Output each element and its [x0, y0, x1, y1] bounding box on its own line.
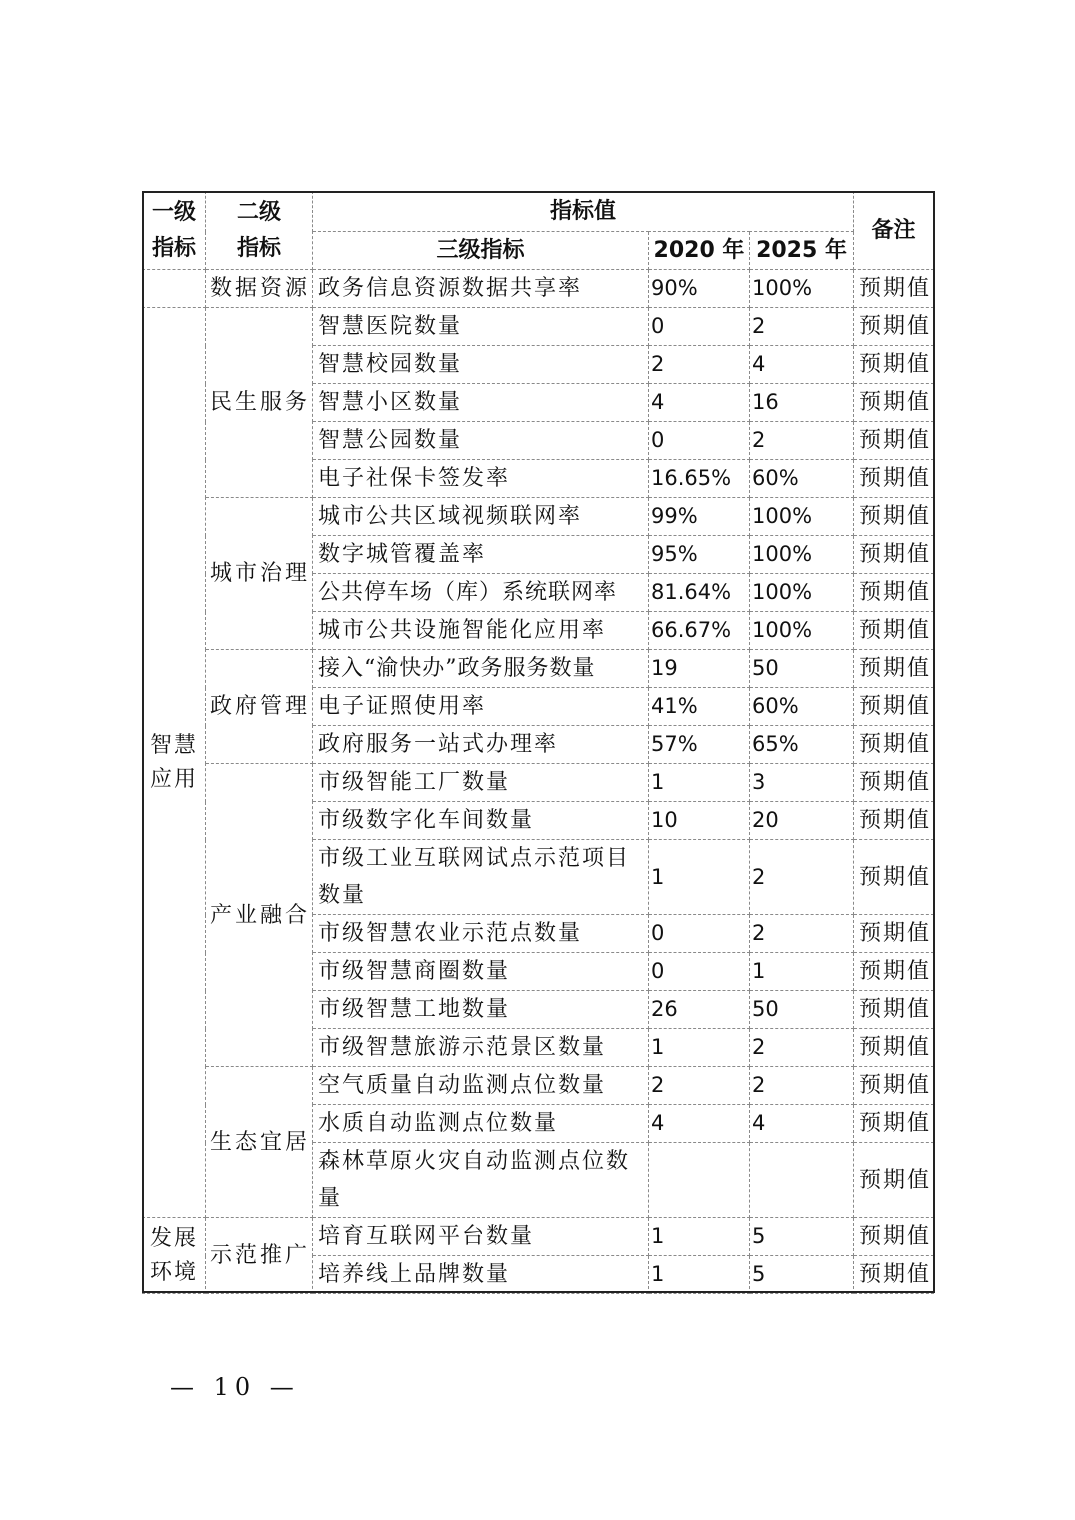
header-2025: 2025 年 [750, 232, 854, 270]
value-2020: 1 [649, 1029, 750, 1067]
level3-cell: 数字城管覆盖率 [313, 536, 649, 574]
level2-cell: 生态宜居 [206, 1067, 313, 1218]
indicator-table [142, 191, 934, 1294]
remark-cell: 预期值 [854, 915, 934, 953]
value-2020: 57% [649, 726, 750, 764]
value-2020: 1 [649, 764, 750, 802]
remark-cell: 预期值 [854, 802, 934, 840]
value-2020 [649, 1143, 750, 1218]
value-2020: 4 [649, 384, 750, 422]
value-2020: 90% [649, 270, 750, 308]
level3-cell: 市级智能工厂数量 [313, 764, 649, 802]
remark-cell: 预期值 [854, 953, 934, 991]
level3-cell: 城市公共区域视频联网率 [313, 498, 649, 536]
remark-cell: 预期值 [854, 991, 934, 1029]
level3-cell: 市级数字化车间数量 [313, 802, 649, 840]
value-2020: 0 [649, 953, 750, 991]
remark-cell: 预期值 [854, 1105, 934, 1143]
value-2025: 5 [750, 1256, 854, 1294]
level3-cell: 市级工业互联网试点示范项目数量 [313, 840, 649, 915]
level2-cell: 示范推广 [206, 1218, 313, 1294]
value-2025: 2 [750, 915, 854, 953]
level1-cell: 智慧 应用 [143, 308, 206, 1218]
remark-cell: 预期值 [854, 1143, 934, 1218]
level3-cell: 森林草原火灾自动监测点位数量 [313, 1143, 649, 1218]
remark-cell: 预期值 [854, 650, 934, 688]
remark-cell: 预期值 [854, 498, 934, 536]
level3-cell: 水质自动监测点位数量 [313, 1105, 649, 1143]
level2-cell: 城市治理 [206, 498, 313, 650]
header-level3: 三级指标 [313, 232, 649, 270]
remark-cell: 预期值 [854, 688, 934, 726]
value-2025: 2 [750, 1067, 854, 1105]
level3-cell: 智慧公园数量 [313, 422, 649, 460]
level3-cell: 培育互联网平台数量 [313, 1218, 649, 1256]
level3-cell: 培养线上品牌数量 [313, 1256, 649, 1294]
value-2020: 10 [649, 802, 750, 840]
value-2020: 2 [649, 346, 750, 384]
level2-cell: 产业融合 [206, 764, 313, 1067]
remark-cell: 预期值 [854, 422, 934, 460]
remark-cell: 预期值 [854, 536, 934, 574]
level3-cell: 市级智慧农业示范点数量 [313, 915, 649, 953]
value-2025: 100% [750, 574, 854, 612]
value-2025: 100% [750, 270, 854, 308]
value-2025: 3 [750, 764, 854, 802]
header-2020: 2020 年 [649, 232, 750, 270]
value-2025 [750, 1143, 854, 1218]
value-2020: 1 [649, 1256, 750, 1294]
page-number: — 10 — [170, 1373, 300, 1401]
value-2020: 1 [649, 1218, 750, 1256]
level3-cell: 电子社保卡签发率 [313, 460, 649, 498]
level2-cell: 民生服务 [206, 308, 313, 498]
header-indicator-value: 指标值 [313, 192, 854, 232]
value-2020: 2 [649, 1067, 750, 1105]
remark-cell: 预期值 [854, 460, 934, 498]
value-2020: 0 [649, 915, 750, 953]
level1-cell [143, 270, 206, 308]
value-2025: 16 [750, 384, 854, 422]
value-2025: 2 [750, 422, 854, 460]
remark-cell: 预期值 [854, 1067, 934, 1105]
level3-cell: 电子证照使用率 [313, 688, 649, 726]
level3-cell: 公共停车场（库）系统联网率 [313, 574, 649, 612]
remark-cell: 预期值 [854, 384, 934, 422]
remark-cell: 预期值 [854, 308, 934, 346]
value-2025: 50 [750, 650, 854, 688]
value-2025: 60% [750, 688, 854, 726]
level3-cell: 市级智慧商圈数量 [313, 953, 649, 991]
value-2020: 99% [649, 498, 750, 536]
value-2025: 100% [750, 612, 854, 650]
remark-cell: 预期值 [854, 1256, 934, 1294]
remark-cell: 预期值 [854, 270, 934, 308]
level1-cell: 发展 环境 [143, 1218, 206, 1294]
level3-cell: 智慧校园数量 [313, 346, 649, 384]
remark-cell: 预期值 [854, 1218, 934, 1256]
remark-cell: 预期值 [854, 574, 934, 612]
level3-cell: 接入“渝快办”政务服务数量 [313, 650, 649, 688]
value-2025: 65% [750, 726, 854, 764]
remark-cell: 预期值 [854, 726, 934, 764]
header-level2: 二级 指标 [206, 192, 313, 270]
remark-cell: 预期值 [854, 764, 934, 802]
level2-cell: 政府管理 [206, 650, 313, 764]
value-2020: 95% [649, 536, 750, 574]
level2-cell: 数据资源 [206, 270, 313, 308]
value-2025: 60% [750, 460, 854, 498]
value-2025: 20 [750, 802, 854, 840]
level3-cell: 智慧小区数量 [313, 384, 649, 422]
level3-cell: 空气质量自动监测点位数量 [313, 1067, 649, 1105]
value-2025: 100% [750, 498, 854, 536]
value-2020: 41% [649, 688, 750, 726]
value-2025: 50 [750, 991, 854, 1029]
remark-cell: 预期值 [854, 612, 934, 650]
value-2020: 19 [649, 650, 750, 688]
value-2025: 2 [750, 1029, 854, 1067]
value-2020: 0 [649, 422, 750, 460]
header-level1: 一级 指标 [143, 192, 206, 270]
level3-cell: 政务信息资源数据共享率 [313, 270, 649, 308]
remark-cell: 预期值 [854, 840, 934, 915]
value-2025: 4 [750, 346, 854, 384]
remark-cell: 预期值 [854, 1029, 934, 1067]
value-2020: 16.65% [649, 460, 750, 498]
value-2025: 5 [750, 1218, 854, 1256]
value-2020: 4 [649, 1105, 750, 1143]
value-2025: 100% [750, 536, 854, 574]
level3-cell: 市级智慧旅游示范景区数量 [313, 1029, 649, 1067]
level3-cell: 智慧医院数量 [313, 308, 649, 346]
value-2025: 1 [750, 953, 854, 991]
level3-cell: 市级智慧工地数量 [313, 991, 649, 1029]
value-2025: 2 [750, 840, 854, 915]
header-remark: 备注 [854, 192, 934, 270]
value-2020: 0 [649, 308, 750, 346]
value-2025: 2 [750, 308, 854, 346]
level3-cell: 城市公共设施智能化应用率 [313, 612, 649, 650]
value-2020: 66.67% [649, 612, 750, 650]
level3-cell: 政府服务一站式办理率 [313, 726, 649, 764]
value-2025: 4 [750, 1105, 854, 1143]
value-2020: 26 [649, 991, 750, 1029]
value-2020: 1 [649, 840, 750, 915]
value-2020: 81.64% [649, 574, 750, 612]
remark-cell: 预期值 [854, 346, 934, 384]
